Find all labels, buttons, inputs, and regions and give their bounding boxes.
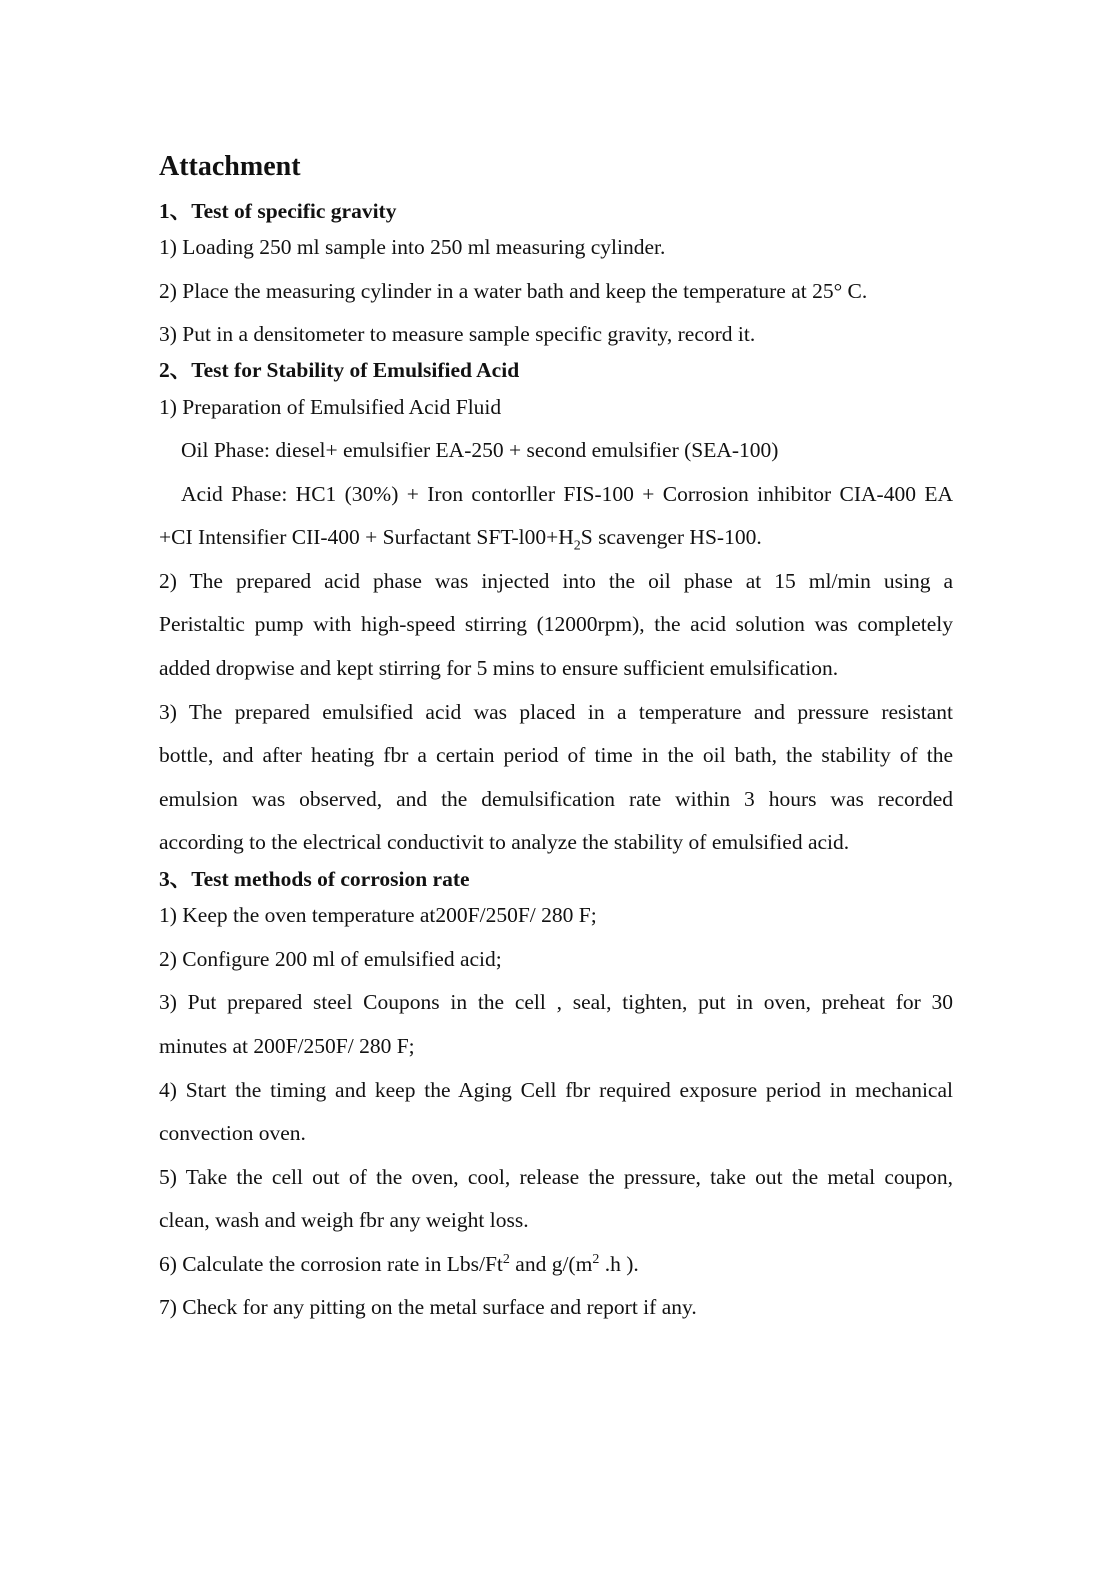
section-3-step-5-line-1: 5) Take the cell out of the oven, cool, release the pressure, take out the metal coupon, [159, 1165, 953, 1189]
oil-phase-line: Oil Phase: diesel+ emulsifier EA-250 + second emulsifier (SEA-100) [181, 438, 779, 462]
section-3-step-6-text: 6) Calculate the corrosion rate in Lbs/Ft [159, 1252, 503, 1276]
section-2-step-1: 1) Preparation of Emulsified Acid Fluid [159, 395, 502, 419]
section-1-step-1: 1) Loading 250 ml sample into 250 ml measuring cylinder. [159, 235, 666, 259]
section-2-step-3-line-1: 3) The prepared emulsified acid was placed in a temperature and pressure resistant [159, 700, 953, 724]
section-3-step-4-line-1: 4) Start the timing and keep the Aging Cell fbr required exposure period in mechanical [159, 1078, 953, 1102]
section-3-step-6 [159, 1251, 639, 1277]
section-3-step-4-line-2: convection oven. [159, 1121, 306, 1145]
section-3-step-6-tail: .h ). [599, 1252, 639, 1276]
section-2-step-3-line-2: bottle, and after heating fbr a certain period of time in the oil bath, the stability of the [159, 743, 953, 767]
section-3-step-7: 7) Check for any pitting on the metal surface and report if any. [159, 1295, 697, 1319]
acid-phase-line-2-tail: S scavenger HS-100. [580, 525, 762, 549]
page-title: Attachment [159, 151, 301, 182]
section-1-step-3: 3) Put in a densitometer to measure sample specific gravity, record it. [159, 322, 756, 346]
acid-phase-line-1: Acid Phase: HC1 (30%) + Iron contorller FIS-100 + Corrosion inhibitor CIA-400 EA [181, 482, 953, 506]
section-1-heading: 1、Test of specific gravity [159, 199, 397, 223]
section-3-heading: 3、Test methods of corrosion rate [159, 867, 470, 891]
acid-phase-line-2 [159, 524, 762, 554]
section-2-heading: 2、Test for Stability of Emulsified Acid [159, 358, 520, 382]
section-3-step-6-mid: and g/(m [509, 1252, 593, 1276]
section-2-step-2-line-3: added dropwise and kept stirring for 5 mins to ensure sufficient emulsification. [159, 656, 839, 680]
acid-phase-line-2-text: +CI Intensifier CII-400 + Surfactant SFT-l00+H [159, 525, 574, 549]
subscript-2: 2 [573, 538, 581, 554]
section-2-step-3-line-3: emulsion was observed, and the demulsification rate within 3 hours was recorded [159, 787, 953, 811]
section-2-step-3-line-4: according to the electrical conductivit to analyze the stability of emulsified acid. [159, 830, 850, 854]
section-2-step-2-line-2: Peristaltic pump with high-speed stirring (12000rpm), the acid solution was completely [159, 612, 953, 636]
section-3-step-5-line-2: clean, wash and weigh fbr any weight loss. [159, 1208, 529, 1232]
section-3-step-3-line-2: minutes at 200F/250F/ 280 F; [159, 1034, 415, 1058]
superscript-2: 2 [592, 1251, 600, 1267]
superscript-2: 2 [502, 1251, 510, 1267]
section-3-step-1: 1) Keep the oven temperature at200F/250F/ 280 F; [159, 903, 597, 927]
section-1-step-2: 2) Place the measuring cylinder in a water bath and keep the temperature at 25° C. [159, 279, 868, 303]
section-3-step-2: 2) Configure 200 ml of emulsified acid; [159, 947, 502, 971]
section-3-step-3-line-1: 3) Put prepared steel Coupons in the cell , seal, tighten, put in oven, preheat for 30 [159, 990, 953, 1014]
section-2-step-2-line-1: 2) The prepared acid phase was injected into the oil phase at 15 ml/min using a [159, 569, 953, 593]
